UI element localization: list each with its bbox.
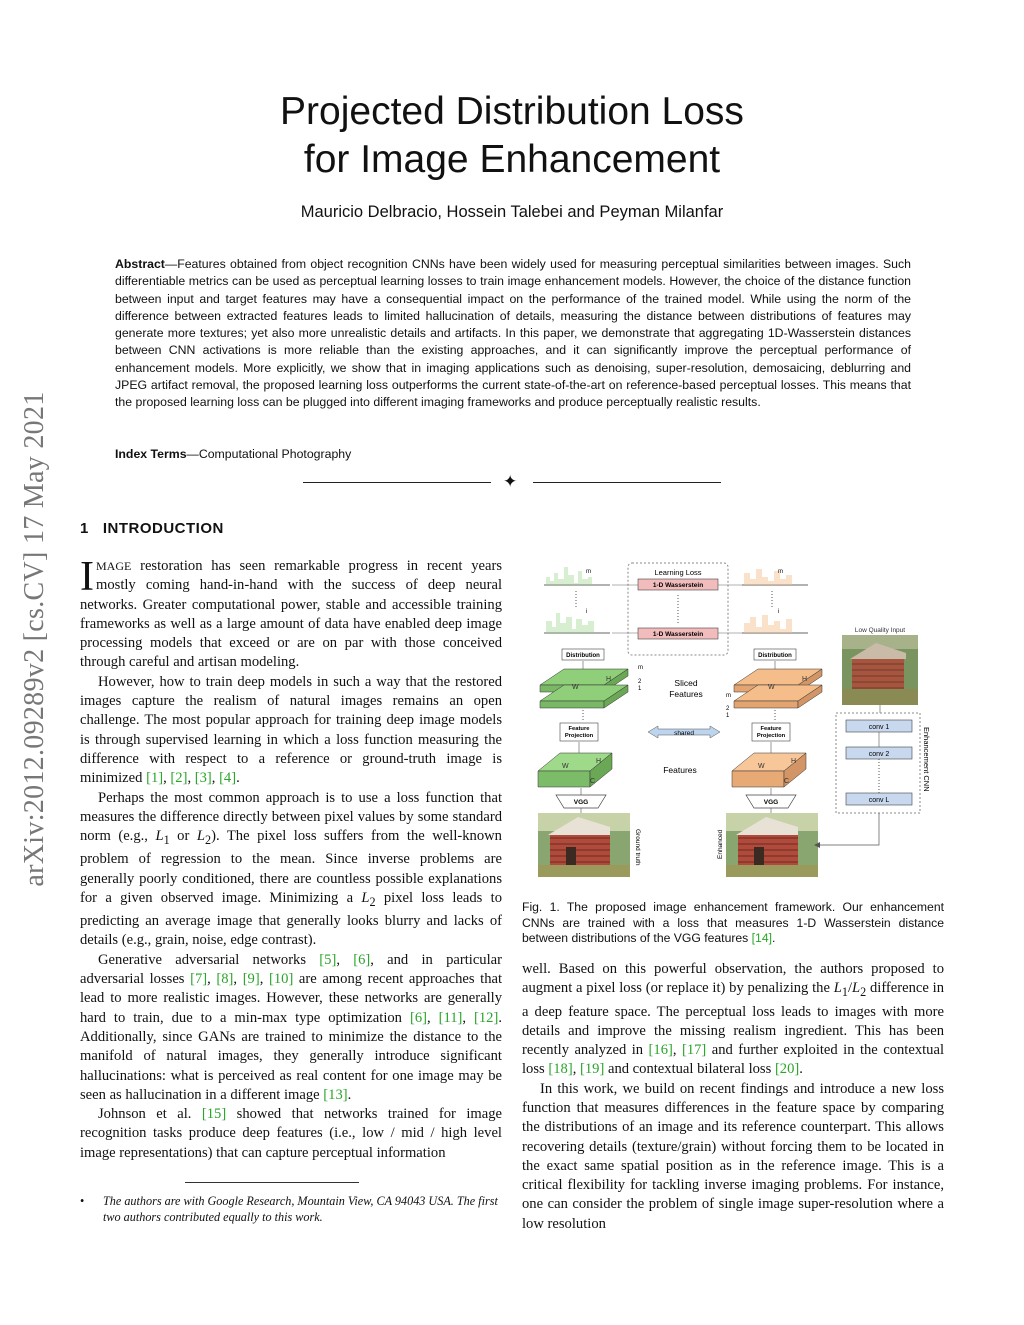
left-column xyxy=(80,554,503,1163)
divider-rule-left xyxy=(303,482,491,483)
paragraph-6-text: and contextual bilateral loss xyxy=(604,1061,775,1078)
citation-link[interactable]: [6] xyxy=(409,1009,427,1026)
paragraph-3: Perhaps the most common approach is to use a loss function that measures the difference directly between pixel values by some standard norm (e.g., $L_1$ or $L_2$). The pixel loss suffers from the well-known problem of regression to the mean. Since inverse problems are generally poorly conditioned, there are countless possible explanations for a given observed image. Minimizing a $L_2$ pixel loss leads to predicting an average image that generally looks blurry and lacks of details (e.g., grain, noise, edge contrast). xyxy=(80,789,502,949)
citation-link[interactable]: [15] xyxy=(201,1106,227,1123)
index-terms-label: Index Terms xyxy=(115,447,187,461)
paragraph-3-text: or xyxy=(169,828,197,845)
figure-caption xyxy=(522,900,944,947)
citation-link[interactable]: [2] xyxy=(170,770,188,787)
citation-link[interactable]: [12] xyxy=(474,1009,499,1026)
smallcaps-word: MAGE xyxy=(96,559,132,573)
low-quality-input-photo xyxy=(842,635,918,705)
paragraph-4-text: are among recent approaches that lead to more realistic images. However, these networks are generally hard to train, due to a min-max type optimization xyxy=(80,971,503,1026)
paragraph-6-text: difference in a deep feature space. The perceptual loss leads to images with more details and improve the missing realism ingredient. This has been recently analyzed in xyxy=(522,980,944,1059)
right-histogram-top xyxy=(742,569,808,585)
footnote xyxy=(80,1194,505,1225)
projection-label: Projection xyxy=(756,733,786,739)
index-2: 2 xyxy=(726,706,730,712)
author-list: Mauricio Delbracio, Hossein Talebei and Peyman Milanfar xyxy=(300,203,724,221)
paragraph-4-text: Generative adversarial networks xyxy=(98,951,320,968)
h-label: H xyxy=(596,758,602,765)
ground-truth-photo xyxy=(538,813,630,877)
h-label: H xyxy=(791,758,797,765)
caption-end: . xyxy=(772,931,776,945)
m-index: m xyxy=(726,693,731,699)
left-histogram-top xyxy=(544,567,610,585)
w-label: W xyxy=(758,763,765,770)
divider-rule-right xyxy=(533,482,721,483)
paragraph-1-text: restoration has seen remarkable progress in recent years mostly coming hand-in-hand with the success of deep neural networks. Greater computational power, stable and accessible training frameworks as well as a large amount of data have enabled deep image processing models that exceed or are on par with those conceived through careful and artisan modeling. xyxy=(80,558,502,671)
math-symbol: L xyxy=(196,828,205,845)
right-sliced-slabs xyxy=(734,669,822,708)
framework-figure xyxy=(520,555,945,890)
math-symbol: L xyxy=(361,889,370,906)
caption-text: Fig. 1. The proposed image enhancement framework. Our enhancement CNNs are trained with a loss that measures 1-D Wasserstein distance between distributions of the VGG features xyxy=(522,900,944,945)
section-title: INTRODUCTION xyxy=(102,520,224,537)
paragraph-5 xyxy=(80,1105,502,1163)
paragraph-5-text: Johnson et al. xyxy=(98,1106,202,1123)
vgg-label: VGG xyxy=(763,799,779,806)
shared-label: shared xyxy=(674,730,694,737)
w-label: W xyxy=(572,684,579,691)
h-label: H xyxy=(606,676,612,683)
drop-cap: I xyxy=(80,554,94,600)
citation-link[interactable]: [20] xyxy=(774,1061,800,1078)
paragraph-2-text: However, how to train deep models in such a way that the restored images capture the realism of natural images remains an open challenge. The most popular approach for training deep image models is through supervised learning in which a loss function measuring the difference with respect to a reference or ground-truth image is minimized xyxy=(80,673,502,787)
citation-link[interactable]: [8] xyxy=(216,971,234,988)
h-label: H xyxy=(802,676,808,683)
m-label: m xyxy=(586,569,591,575)
enhanced-photo xyxy=(726,813,818,877)
index-terms xyxy=(115,447,351,461)
paragraph-4: Generative adversarial networks [5], [6], and in particular adversarial losses [7], [8], [9], [10] are among recent approaches that lead to more realistic images. However, these networks are generally hard to train, due to a min-max type optimization [6], [11], [12]. Additionally, since GANs are trained to minimize the distance to the manifold of natural images, they generally introduce significant hallucinations: what is perceived as real content for one image may be seen as hallucination in a different image [13]. xyxy=(80,951,503,1103)
index-2: 2 xyxy=(638,679,642,685)
enhanced-label: Enhanced xyxy=(717,829,724,859)
citation-link[interactable]: [11] xyxy=(438,1009,463,1026)
enhancement-cnn-label: Enhancement CNN xyxy=(922,727,931,792)
math-symbol: L xyxy=(155,828,164,845)
citation-link[interactable]: [5] xyxy=(319,951,337,968)
footnote-rule xyxy=(185,1182,359,1183)
abstract-label: Abstract xyxy=(115,257,165,271)
paragraph-6-text: well. Based on this powerful observation, the authors proposed to augment a pixel loss (or replace it) by penalizing the xyxy=(522,961,944,997)
paragraph-6-text: and further exploited in the contextual loss xyxy=(522,1042,945,1078)
right-column xyxy=(522,960,944,1234)
paragraph-1 xyxy=(80,554,502,673)
left-histogram-bottom xyxy=(544,609,610,633)
citation-link[interactable]: [19] xyxy=(579,1061,605,1078)
w-label: W xyxy=(768,684,775,691)
conv2-label: conv 2 xyxy=(868,751,890,758)
divider-ornament: ✦ xyxy=(503,472,518,491)
paragraph-3-text: Perhaps the most common approach is to use a loss function that measures the difference directly between pixel values by some standard norm (e.g., xyxy=(80,789,502,845)
paragraph-4-text: , and in particular adversarial losses xyxy=(80,951,502,988)
ground-truth-label: Ground truth xyxy=(634,829,641,866)
citation-link[interactable]: [4] xyxy=(219,770,237,787)
paragraph-6: well. Based on this powerful observation, the authors proposed to augment a pixel loss (or replace it) by penalizing the $L_1/L_2$ difference in a deep feature space. The perceptual loss leads to images with more details and improve the missing realism ingredient. This has been recently analyzed in [16], [17] and further exploited in the contextual loss [18], [19] and contextual bilateral loss [20]. xyxy=(522,961,945,1078)
section-heading xyxy=(80,520,224,537)
conv1-label: conv 1 xyxy=(868,724,890,731)
i-label: i xyxy=(586,609,588,615)
footnote-text: The authors are with Google Research, Mountain View, CA 94043 USA. The first two authors contributed equally to this work. xyxy=(103,1194,498,1224)
arxiv-identifier: arXiv:2012.09289v2 [cs.CV] 17 May 2021 xyxy=(19,391,50,887)
index-1: 1 xyxy=(638,686,642,692)
w-label: W xyxy=(562,763,569,770)
paper-title xyxy=(0,88,1024,184)
right-histogram-bottom xyxy=(742,609,808,633)
abstract-text: —Features obtained from object recognition CNNs have been widely used for measuring perceptual similarities between images. Such differentiable metrics can be used as perceptual learning losses to train image enhancement models. However, the choice of the distance function between input and target features may have a consequential impact on the performance of the trained model. While using the norm of the difference between extracted features leads to limited hallucination of details, measuring the distance between distributions of features may generate more textures; yet also more unrealistic details and artifacts. In this paper, we demonstrate that aggregating 1D-Wasserstein distances between CNN activations is more reliable than the existing approaches, and it can significantly improve the perceptual performance of enhancement models. More explicitly, we show that in imaging applications such as denoising, super-resolution, demosaicing, deblurring and JPEG artifact removal, the proposed learning loss outperforms the current state-of-the-art on reference-based perceptual losses. This means that the proposed learning loss can be plugged into different imaging frameworks and produce perceptually realistic results. xyxy=(115,257,911,410)
paragraph-3-text: pixel loss leads to predicting an average image that generally looks blurry and lacks of details (e.g., grain, noise, edge contrast). xyxy=(80,889,502,949)
vgg-label: VGG xyxy=(573,799,589,806)
learning-loss-label: Learning Loss xyxy=(654,568,702,577)
citation-link[interactable]: [10] xyxy=(268,971,294,988)
citation-link[interactable]: [16] xyxy=(648,1042,673,1059)
math-symbol: L xyxy=(833,980,842,997)
footnote-bullet: • xyxy=(80,1194,85,1208)
title-line-2: for Image Enhancement xyxy=(303,138,721,181)
distribution-label: Distribution xyxy=(566,653,600,659)
section-number: 1 xyxy=(80,520,89,537)
citation-link[interactable]: [17] xyxy=(681,1042,707,1059)
features-label: Features xyxy=(663,765,697,775)
i-label: i xyxy=(778,609,780,615)
citation-link[interactable]: [7] xyxy=(190,971,208,988)
m-label: m xyxy=(778,569,783,575)
citation-link[interactable]: [14] xyxy=(751,931,773,945)
title-line-1: Projected Distribution Loss xyxy=(280,90,744,133)
wasserstein-label: 1-D Wasserstein xyxy=(652,582,704,589)
paragraph-3-text: ). The pixel loss suffers from the well-known problem of regression to the mean. Since inverse problems are generally poorly conditioned, there are countless possible explanations for a given observed image. Minimizing a xyxy=(80,828,502,906)
citation-link[interactable]: [6] xyxy=(353,951,371,968)
left-feature-cube xyxy=(538,753,612,787)
citation-link[interactable]: [9] xyxy=(242,971,260,988)
citation-link[interactable]: [1] xyxy=(146,770,164,787)
paragraph-4-text: . Additionally, since GANs are trained to minimize the distance to the manifold of natural images, they generally introduce significant hallucinations: what is perceived as real content for one image may be seen as hallucination in a different image xyxy=(80,1009,502,1103)
convL-label: conv L xyxy=(868,797,890,804)
features-label: Features xyxy=(669,689,703,699)
citation-link[interactable]: [18] xyxy=(548,1061,573,1078)
citation-link[interactable]: [3] xyxy=(194,770,212,787)
index-terms-text: —Computational Photography xyxy=(186,447,352,461)
abstract xyxy=(115,256,911,412)
projection-label: Projection xyxy=(564,733,594,739)
feature-label: Feature xyxy=(568,726,590,732)
math-symbol: L xyxy=(852,980,861,997)
feature-label: Feature xyxy=(760,726,782,732)
paragraph-2: However, how to train deep models in such a way that the restored images capture the realism of natural images remains an open challenge. The most popular approach for training deep image models is through supervised learning in which a loss function measuring the difference with respect to a reference or ground-truth image is minimized [1], [2], [3], [4]. xyxy=(80,673,502,787)
citation-link[interactable]: [13] xyxy=(323,1086,348,1103)
c-label: C xyxy=(590,778,596,785)
distribution-label: Distribution xyxy=(758,653,792,659)
left-sliced-slabs xyxy=(540,669,628,708)
sliced-label: Sliced xyxy=(674,678,698,688)
paragraph-5-text: showed that networks trained for image recognition tasks produce deep features (i.e., low / mid / high level image representations) that can capture perceptual information xyxy=(80,1106,502,1161)
right-feature-cube xyxy=(732,753,806,787)
low-quality-input-label: Low Quality Input xyxy=(854,627,906,634)
c-label: C xyxy=(784,778,790,785)
wasserstein-label: 1-D Wasserstein xyxy=(652,631,704,638)
paragraph-7: In this work, we build on recent findings and introduce a new loss function that measures differences in the feature space by comparing the distributions of an image and its reference counterpart. This allows recovering details (texture/grain) without forcing them to be located in the exact same spatial position as in the reference image. This is a critical flexibility for tackling inverse imaging problems. For instance, one can consider the problem of single image super-resolution where a low resolution xyxy=(522,1080,944,1232)
m-index: m xyxy=(638,665,643,671)
index-1: 1 xyxy=(726,713,730,719)
